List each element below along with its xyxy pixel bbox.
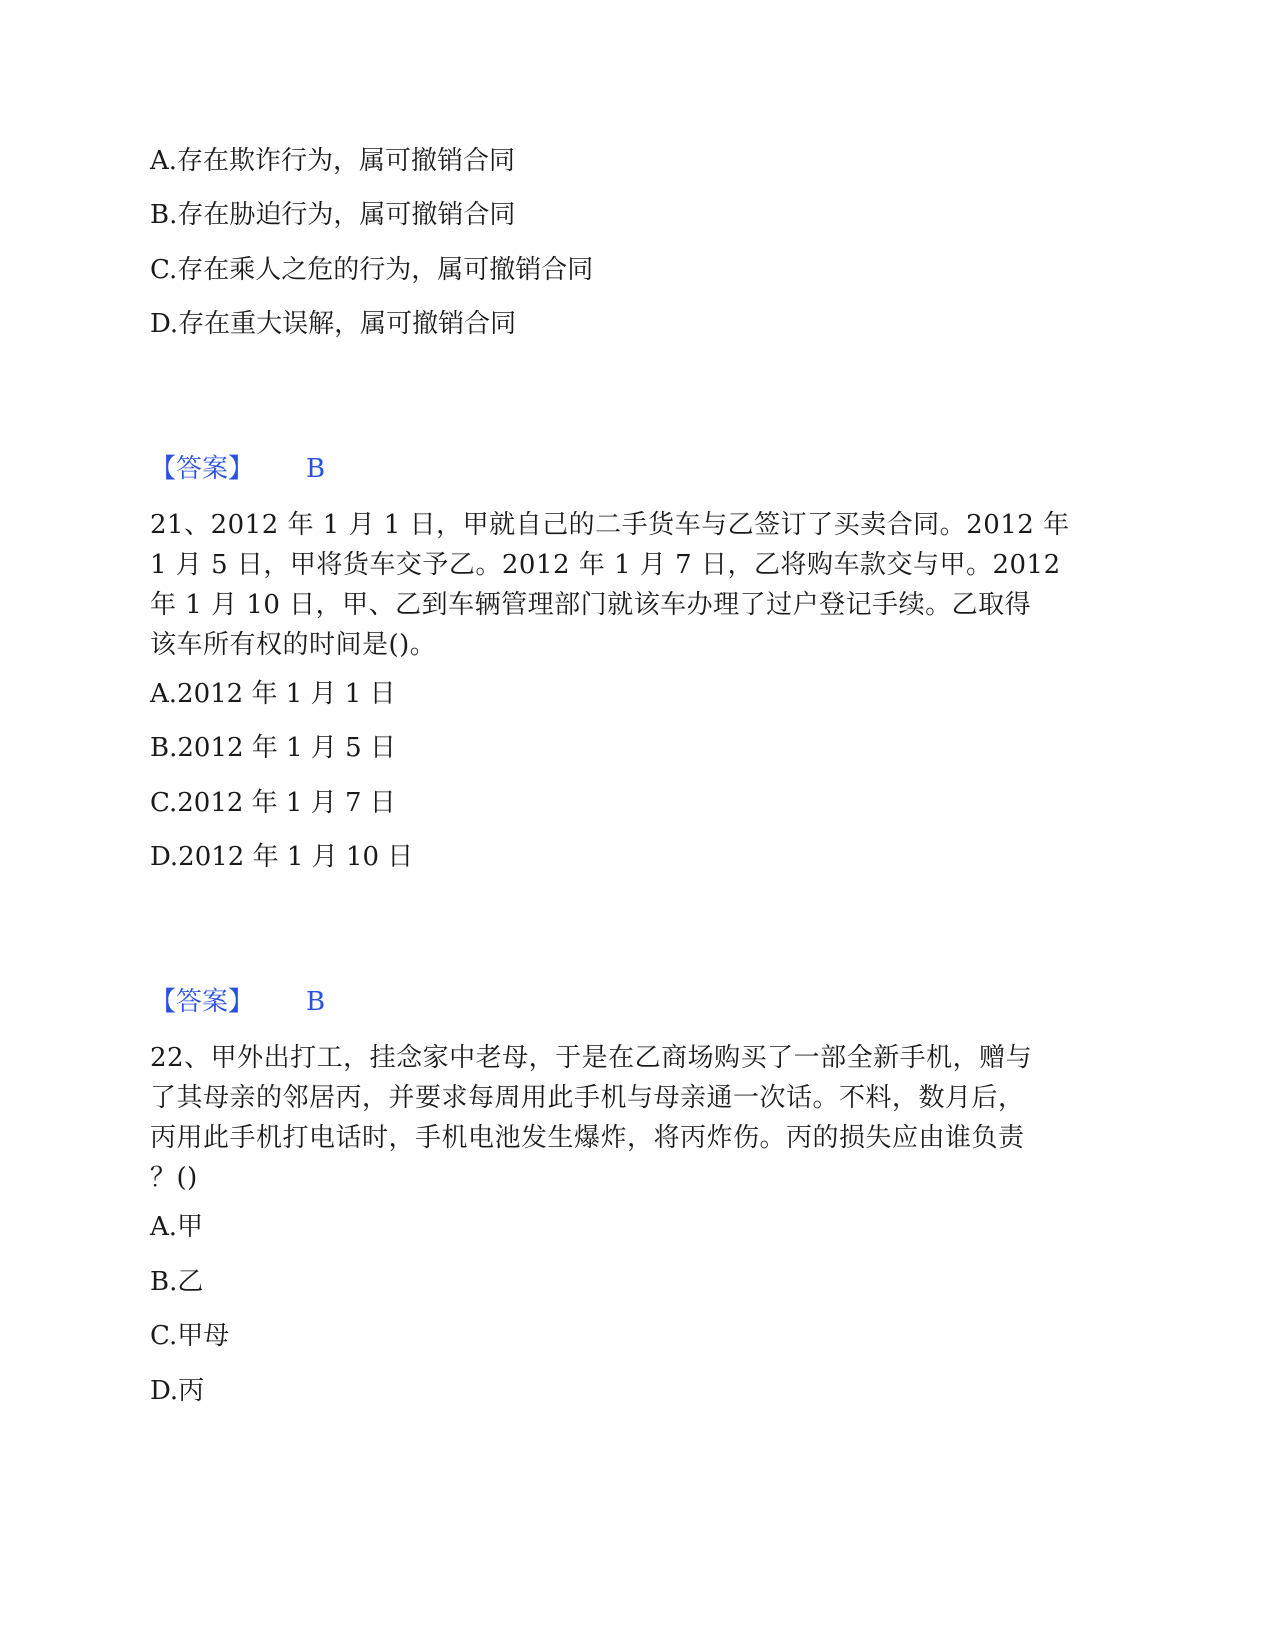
question-line: 该车所有权的时间是()。 bbox=[150, 630, 437, 660]
answer-value: B bbox=[306, 987, 326, 1017]
option-c: C.2012 年 1 月 7 日 bbox=[150, 788, 396, 818]
question-line: 了其母亲的邻居丙，并要求每周用此手机与母亲通一次话。不料，数月后， bbox=[150, 1083, 1025, 1113]
question-line: 21、2012 年 1 月 1 日，甲就自己的二手货车与乙签订了买卖合同。2012 年 bbox=[150, 510, 1070, 540]
option-c: C.存在乘人之危的行为，属可撤销合同 bbox=[150, 255, 594, 285]
question-line: 年 1 月 10 日，甲、乙到车辆管理部门就该车办理了过户登记手续。乙取得 bbox=[150, 590, 1032, 620]
option-b: B.乙 bbox=[150, 1267, 204, 1297]
answer-tag: 【答案】 bbox=[150, 454, 255, 484]
question-21 bbox=[150, 505, 1110, 665]
answer-value: B bbox=[306, 454, 326, 484]
option-a: A.2012 年 1 月 1 日 bbox=[150, 679, 396, 709]
option-b: B.2012 年 1 月 5 日 bbox=[150, 733, 396, 763]
answer-tag: 【答案】 bbox=[150, 987, 255, 1017]
option-d: D.丙 bbox=[150, 1376, 205, 1406]
option-c: C.甲母 bbox=[150, 1321, 230, 1351]
question-22 bbox=[150, 1038, 1110, 1198]
option-a: A.存在欺诈行为，属可撤销合同 bbox=[150, 146, 516, 176]
question-line: 丙用此手机打电话时，手机电池发生爆炸，将丙炸伤。丙的损失应由谁负责 bbox=[150, 1123, 1025, 1153]
option-b: B.存在胁迫行为，属可撤销合同 bbox=[150, 200, 516, 230]
option-d: D.2012 年 1 月 10 日 bbox=[150, 842, 414, 872]
option-d: D.存在重大误解，属可撤销合同 bbox=[150, 309, 517, 339]
question-line: 1 月 5 日，甲将货车交予乙。2012 年 1 月 7 日，乙将购车款交与甲。2012 bbox=[150, 550, 1061, 580]
question-line: ？() bbox=[150, 1163, 198, 1193]
answer-line bbox=[150, 987, 325, 1017]
option-a: A.甲 bbox=[150, 1212, 204, 1242]
answer-line bbox=[150, 454, 325, 484]
question-line: 22、甲外出打工，挂念家中老母，于是在乙商场购买了一部全新手机，赠与 bbox=[150, 1043, 1033, 1073]
